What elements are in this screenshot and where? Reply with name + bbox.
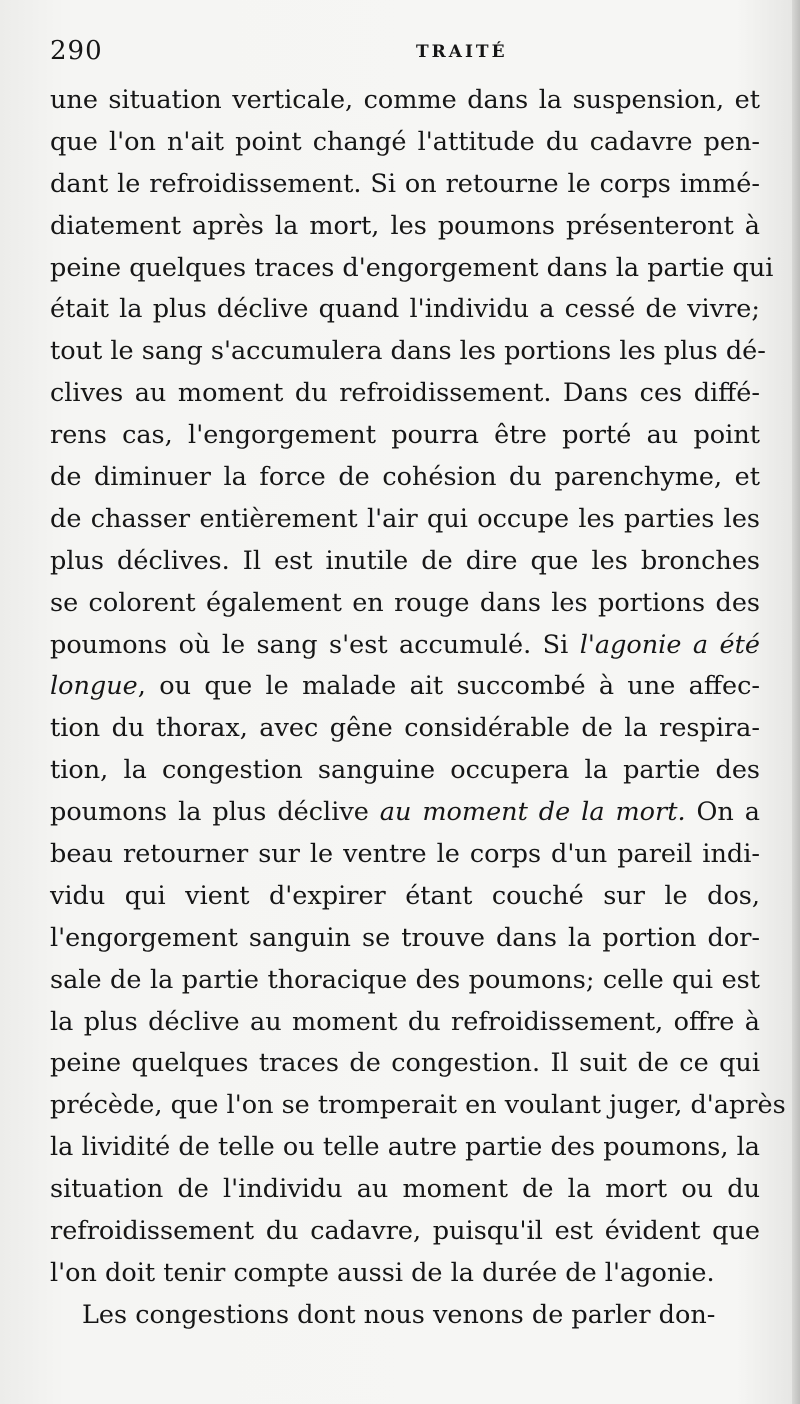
text-line: [50, 122, 760, 164]
text-segment: sale de la partie thoracique des poumons; celle qui est: [50, 964, 760, 995]
text-segment: poumons où le sang s'est accumulé. Si: [50, 629, 580, 660]
text-line: [50, 666, 760, 708]
text-line: [50, 750, 760, 792]
italic-segment: l'agonie a été: [579, 629, 760, 660]
text-segment: la lividité de telle ou telle autre partie des poumons, la: [50, 1132, 760, 1163]
text-segment: dant le refroidissement. Si on retourne le corps immé-: [50, 168, 760, 199]
text-segment: était la plus déclive quand l'individu a cessé de vivre;: [50, 294, 760, 325]
text-segment: , ou que le malade ait succombé à une affec-: [137, 671, 760, 702]
text-line: [50, 918, 760, 960]
text-segment: Les congestions dont nous venons de parler don-: [82, 1299, 716, 1330]
text-line: [50, 834, 760, 876]
body-text: [50, 80, 786, 1337]
text-line: [50, 457, 760, 499]
text-line: [50, 80, 760, 122]
text-line: [50, 1043, 760, 1085]
text-segment: se colorent également en rouge dans les portions des: [50, 587, 760, 618]
text-segment: l'on doit tenir compte aussi de la durée de l'agonie.: [50, 1257, 715, 1288]
text-segment: vidu qui vient d'expirer étant couché sur le dos,: [50, 880, 760, 911]
text-segment: tion du thorax, avec gêne considérable de la respira-: [50, 713, 760, 744]
text-segment: peine quelques traces de congestion. Il suit de ce qui: [50, 1048, 760, 1079]
running-title: TRAITÉ: [416, 42, 508, 62]
text-segment: rens cas, l'engorgement pourra être porté au point: [50, 420, 760, 451]
text-segment: refroidissement du cadavre, puisqu'il est évident que: [50, 1216, 760, 1247]
text-segment: tion, la congestion sanguine occupera la partie des: [50, 755, 760, 786]
text-line: [50, 708, 760, 750]
text-segment: clives au moment du refroidissement. Dans ces diffé-: [50, 378, 760, 409]
text-segment: précède, que l'on se tromperait en voulant juger, d'après: [50, 1090, 786, 1121]
text-segment: la plus déclive au moment du refroidissement, offre à: [50, 1006, 760, 1037]
text-line: [50, 1211, 760, 1253]
text-line: [50, 1127, 760, 1169]
text-line: [50, 499, 760, 541]
text-line: [50, 164, 760, 206]
text-line: [50, 583, 760, 625]
text-segment: poumons la plus déclive: [50, 797, 380, 828]
text-segment: tout le sang s'accumulera dans les portions les plus dé-: [50, 336, 766, 367]
text-segment: situation de l'individu au moment de la mort ou du: [50, 1174, 760, 1205]
italic-segment: longue: [50, 671, 138, 702]
text-segment: l'engorgement sanguin se trouve dans la portion dor-: [50, 922, 760, 953]
page-header: [50, 36, 760, 76]
text-line: [50, 541, 760, 583]
text-line: [50, 206, 760, 248]
text-segment: peine quelques traces d'engorgement dans la partie qui: [50, 252, 774, 283]
text-line: [50, 415, 760, 457]
text-line: [50, 289, 760, 331]
text-line: [50, 792, 760, 834]
text-segment: de diminuer la force de cohésion du parenchyme, et: [50, 462, 760, 493]
text-segment: On a: [685, 797, 760, 828]
text-line: [50, 625, 760, 667]
text-segment: diatement après la mort, les poumons présenteront à: [50, 210, 760, 241]
text-segment: plus déclives. Il est inutile de dire que les bronches: [50, 545, 760, 576]
text-line: [50, 960, 760, 1002]
text-line: [50, 331, 766, 373]
page-number: 290: [50, 36, 103, 66]
text-segment: de chasser entièrement l'air qui occupe les parties les: [50, 503, 760, 534]
text-line: [50, 1085, 786, 1127]
italic-segment: au moment de la mort.: [379, 797, 686, 828]
text-line: [50, 1253, 760, 1295]
text-line: [50, 373, 760, 415]
text-line: [50, 1002, 760, 1044]
text-segment: beau retourner sur le ventre le corps d'un pareil indi-: [50, 839, 760, 870]
text-line: [50, 876, 760, 918]
text-line: [50, 1169, 760, 1211]
text-line: [50, 248, 774, 290]
text-segment: une situation verticale, comme dans la suspension, et: [50, 85, 760, 115]
text-segment: que l'on n'ait point changé l'attitude du cadavre pen-: [50, 126, 760, 157]
page-edge-shadow: [792, 0, 800, 1404]
text-line: [50, 1295, 760, 1337]
